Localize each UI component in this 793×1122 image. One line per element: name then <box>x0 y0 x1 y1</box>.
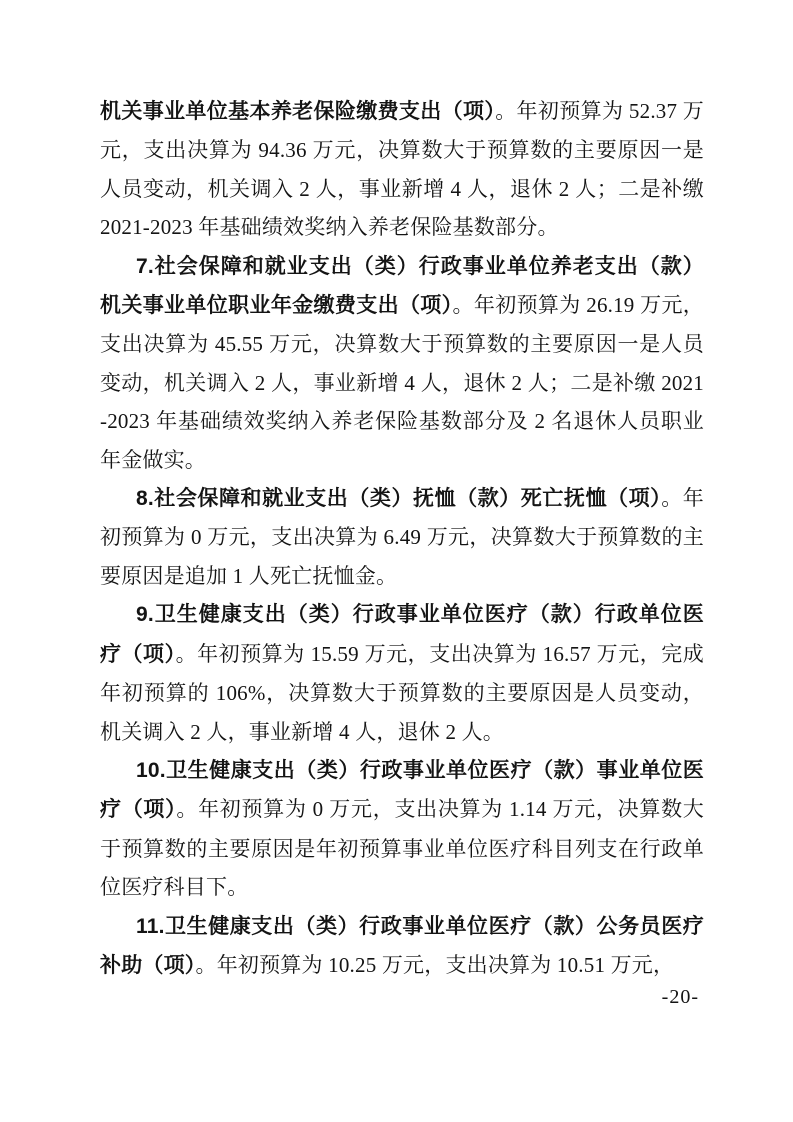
section-heading: 8.社会保障和就业支出（类）抚恤（款）死亡抚恤（项） <box>136 487 662 511</box>
page-number: -20- <box>661 986 699 1008</box>
paragraph-text: 。年初预算为 0 万元，支出决算为 1.14 万元，决算数大于预算数的主要原因是年初预算事业单位医疗科目列支在行政单位医疗科目下。 <box>100 797 704 900</box>
paragraph <box>100 907 704 986</box>
section-heading: 机关事业单位基本养老保险缴费支出（项） <box>100 100 496 123</box>
paragraph-text: 。年初预算为 0 万元，支出决算为 6.49 万元，决算数大于预算数的主要原因是追加 1 人死亡抚恤金。 <box>100 486 704 588</box>
section-heading: 9.卫生健康支出（类）行政事业单位医疗（款）行政单位医疗（项） <box>100 603 704 666</box>
paragraph <box>100 92 704 247</box>
paragraph <box>100 479 704 595</box>
paragraph-text: 。年初预算为 10.25 万元，支出决算为 10.51 万元， <box>195 952 675 977</box>
paragraph <box>100 247 704 479</box>
paragraph <box>100 751 704 907</box>
paragraph-text: 。年初预算为 15.59 万元，支出决算为 16.57 万元，完成年初预算的 106%，决算数大于预算数的主要原因是人员变动，机关调入 2 人，事业新增 4 人，退休 2 人。 <box>100 641 704 744</box>
section-heading: 7.社会保障和就业支出（类）行政事业单位养老支出（款）机关事业单位职业年金缴费支出（项） <box>100 254 704 318</box>
paragraph <box>100 595 704 751</box>
paragraph-text: 。年初预算为 52.37 万元，支出决算为 94.36 万元，决算数大于预算数的主要原因一是人员变动，机关调入 2 人，事业新增 4 人，退休 2 人；二是补缴 2021-2023 年基础绩效奖纳入养老保险基数部分。 <box>100 99 704 240</box>
section-heading: 11.卫生健康支出（类）行政事业单位医疗（款）公务员医疗补助（项） <box>100 914 704 977</box>
paragraph-text: 。年初预算为 26.19 万元，支出决算为 45.55 万元，决算数大于预算数的主要原因一是人员变动，机关调入 2 人，事业新增 4 人，退休 2 人；二是补缴 2021-2023 年基础绩效奖纳入养老保险基数部分及 2 名退休人员职业年金做实。 <box>100 293 704 472</box>
section-heading: 10.卫生健康支出（类）行政事业单位医疗（款）事业单位医疗（项） <box>100 758 704 822</box>
document-body <box>100 92 704 985</box>
